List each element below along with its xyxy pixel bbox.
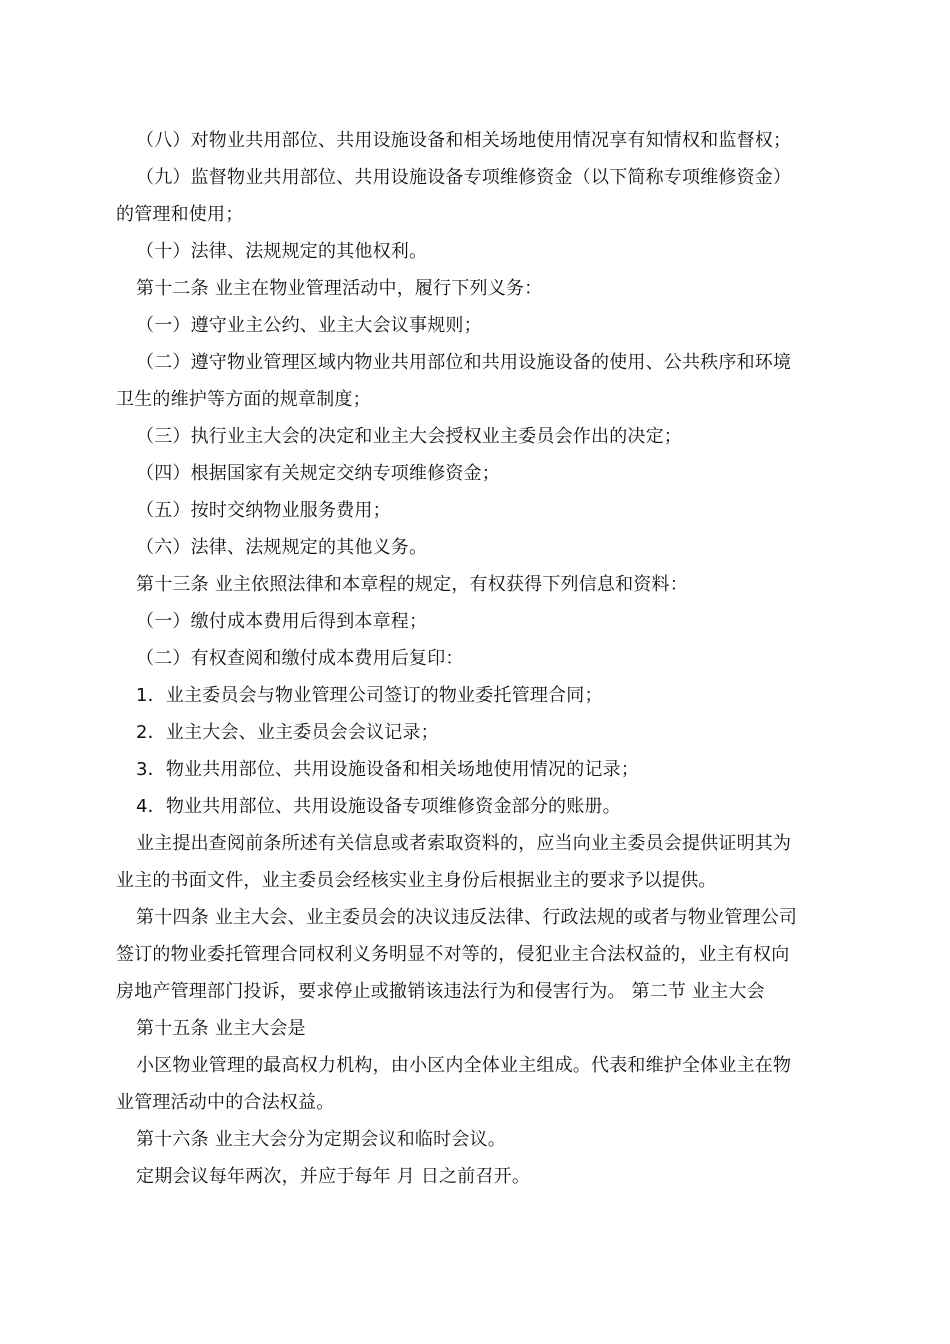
document-paragraph [116, 307, 836, 344]
document-paragraph [116, 677, 836, 714]
document-paragraph [116, 566, 836, 603]
paragraph-line: （一）缴付成本费用后得到本章程； [136, 611, 428, 632]
paragraph-line: 小区物业管理的最高权力机构，由小区内全体业主组成。代表和维护全体业主在物 [136, 1055, 792, 1076]
document-paragraph [116, 270, 836, 307]
paragraph-line: 业主提出查阅前条所述有关信息或者索取资料的，应当向业主委员会提供证明其为 [136, 833, 792, 854]
document-paragraph [116, 1047, 836, 1121]
paragraph-line: 3．物业共用部位、共用设施设备和相关场地使用情况的记录； [136, 759, 640, 780]
paragraph-line: 第十二条 业主在物业管理活动中，履行下列义务： [136, 278, 543, 299]
document-paragraph [116, 529, 836, 566]
paragraph-line: 定期会议每年两次，并应于每年 月 日之前召开。 [136, 1166, 531, 1187]
paragraph-line: 第十四条 业主大会、业主委员会的决议违反法律、行政法规的或者与物业管理公司 [136, 907, 798, 928]
document-paragraph [116, 344, 836, 418]
paragraph-line: （五）按时交纳物业服务费用； [136, 500, 391, 521]
document-paragraph [116, 1010, 836, 1047]
paragraph-line: （二）有权查阅和缴付成本费用后复印： [136, 648, 464, 669]
paragraph-line: （四）根据国家有关规定交纳专项维修资金； [136, 463, 500, 484]
paragraph-line: 第十五条 业主大会是 [136, 1018, 306, 1039]
document-paragraph [116, 899, 836, 1010]
paragraph-line: 房地产管理部门投诉，要求停止或撤销该违法行为和侵害行为。 第二节 业主大会 [116, 981, 765, 1002]
paragraph-line: 的管理和使用； [116, 204, 244, 225]
document-paragraph [116, 603, 836, 640]
document-body [116, 122, 836, 1195]
document-paragraph [116, 640, 836, 677]
document-paragraph [116, 418, 836, 455]
document-paragraph [116, 751, 836, 788]
document-paragraph [116, 122, 836, 159]
paragraph-line: 4．物业共用部位、共用设施设备专项维修资金部分的账册。 [136, 796, 621, 817]
paragraph-line: 第十六条 业主大会分为定期会议和临时会议。 [136, 1129, 506, 1150]
document-paragraph [116, 455, 836, 492]
document-paragraph [116, 492, 836, 529]
document-paragraph [116, 159, 836, 233]
document-paragraph [116, 714, 836, 751]
paragraph-line: （六）法律、法规规定的其他义务。 [136, 537, 428, 558]
paragraph-line: （一）遵守业主公约、业主大会议事规则； [136, 315, 482, 336]
paragraph-line: （八）对物业共用部位、共用设施设备和相关场地使用情况享有知情权和监督权； [136, 130, 792, 151]
document-paragraph [116, 233, 836, 270]
document-paragraph [116, 788, 836, 825]
paragraph-line: 卫生的维护等方面的规章制度； [116, 389, 371, 410]
paragraph-line: （十）法律、法规规定的其他权利。 [136, 241, 428, 262]
paragraph-line: 1．业主委员会与物业管理公司签订的物业委托管理合同； [136, 685, 603, 706]
paragraph-line: （三）执行业主大会的决定和业主大会授权业主委员会作出的决定； [136, 426, 682, 447]
document-paragraph [116, 1121, 836, 1158]
paragraph-line: 业主的书面文件，业主委员会经核实业主身份后根据业主的要求予以提供。 [116, 870, 717, 891]
paragraph-line: （九）监督物业共用部位、共用设施设备专项维修资金（以下简称专项维修资金） [136, 167, 792, 188]
document-paragraph [116, 825, 836, 899]
paragraph-line: 业管理活动中的合法权益。 [116, 1092, 335, 1113]
paragraph-line: 签订的物业委托管理合同权利义务明显不对等的，侵犯业主合法权益的，业主有权向 [116, 944, 790, 965]
document-paragraph [116, 1158, 836, 1195]
paragraph-line: 第十三条 业主依照法律和本章程的规定，有权获得下列信息和资料： [136, 574, 688, 595]
paragraph-line: （二）遵守物业管理区域内物业共用部位和共用设施设备的使用、公共秩序和环境 [136, 352, 792, 373]
paragraph-line: 2．业主大会、业主委员会会议记录； [136, 722, 439, 743]
